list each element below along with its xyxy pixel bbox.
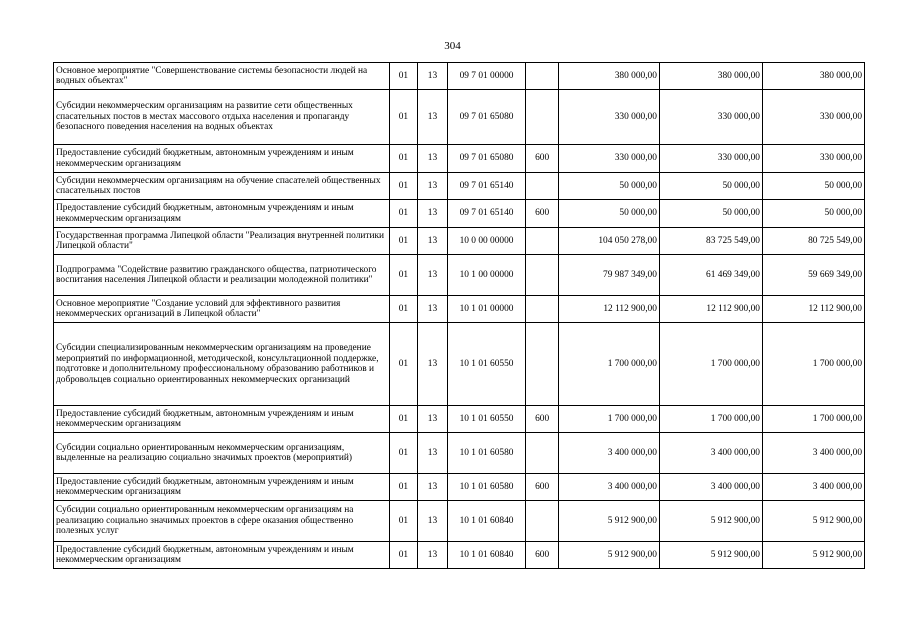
- cell-expense-type: [526, 501, 559, 542]
- cell-amount-year-1: 12 112 900,00: [558, 296, 659, 323]
- cell-amount-year-1: 3 400 000,00: [558, 474, 659, 501]
- cell-expense-type: 600: [526, 145, 559, 173]
- cell-subsection: 13: [418, 296, 448, 323]
- cell-expense-type: 600: [526, 474, 559, 501]
- cell-amount-year-2: 50 000,00: [659, 200, 762, 228]
- table-row: [54, 296, 865, 323]
- cell-amount-year-1: 5 912 900,00: [558, 501, 659, 542]
- cell-name: Подпрограмма "Содействие развитию гражданского общества, патриотического воспитания населения Липецкой области и реализации молодежной политики": [54, 255, 390, 296]
- table-row: [54, 501, 865, 542]
- cell-name: Субсидии социально ориентированным некоммерческим организациям на реализацию социально значимых проектов в сфере оказания общественно полезных услуг: [54, 501, 390, 542]
- cell-target-article: 10 1 01 60840: [447, 501, 526, 542]
- cell-target-article: 09 7 01 65140: [447, 173, 526, 200]
- cell-target-article: 09 7 01 65140: [447, 200, 526, 228]
- cell-amount-year-1: 79 987 349,00: [558, 255, 659, 296]
- cell-name: Государственная программа Липецкой области "Реализация внутренней политики Липецкой области": [54, 228, 390, 255]
- cell-name: Предоставление субсидий бюджетным, автономным учреждениям и иным некоммерческим организациям: [54, 542, 390, 569]
- cell-expense-type: 600: [526, 200, 559, 228]
- cell-amount-year-1: 1 700 000,00: [558, 406, 659, 433]
- cell-amount-year-3: 12 112 900,00: [762, 296, 864, 323]
- table-row: [54, 433, 865, 474]
- cell-expense-type: [526, 90, 559, 145]
- cell-amount-year-2: 330 000,00: [659, 145, 762, 173]
- cell-subsection: 13: [418, 501, 448, 542]
- cell-section: 01: [389, 63, 418, 90]
- cell-name: Предоставление субсидий бюджетным, автономным учреждениям и иным некоммерческим организациям: [54, 406, 390, 433]
- cell-amount-year-3: 330 000,00: [762, 90, 864, 145]
- cell-name: Основное мероприятие "Совершенствование системы безопасности людей на водных объектах": [54, 63, 390, 90]
- table-row: [54, 228, 865, 255]
- cell-subsection: 13: [418, 90, 448, 145]
- cell-amount-year-2: 5 912 900,00: [659, 501, 762, 542]
- cell-target-article: 10 1 01 60550: [447, 406, 526, 433]
- cell-section: 01: [389, 406, 418, 433]
- cell-expense-type: [526, 228, 559, 255]
- cell-subsection: 13: [418, 255, 448, 296]
- cell-name: Предоставление субсидий бюджетным, автономным учреждениям и иным некоммерческим организациям: [54, 145, 390, 173]
- cell-amount-year-2: 5 912 900,00: [659, 542, 762, 569]
- cell-amount-year-2: 83 725 549,00: [659, 228, 762, 255]
- cell-subsection: 13: [418, 200, 448, 228]
- cell-subsection: 13: [418, 228, 448, 255]
- cell-subsection: 13: [418, 474, 448, 501]
- cell-target-article: 10 1 01 60580: [447, 474, 526, 501]
- cell-expense-type: [526, 296, 559, 323]
- cell-amount-year-3: 380 000,00: [762, 63, 864, 90]
- cell-target-article: 10 1 01 60840: [447, 542, 526, 569]
- cell-name: Субсидии некоммерческим организациям на развитие сети общественных спасательных постов в местах массового отдыха населения и пропаганду безопасного поведения населения на водных объектах: [54, 90, 390, 145]
- cell-subsection: 13: [418, 406, 448, 433]
- cell-section: 01: [389, 228, 418, 255]
- cell-amount-year-3: 5 912 900,00: [762, 542, 864, 569]
- cell-amount-year-3: 80 725 549,00: [762, 228, 864, 255]
- cell-amount-year-1: 104 050 278,00: [558, 228, 659, 255]
- cell-amount-year-2: 50 000,00: [659, 173, 762, 200]
- cell-expense-type: 600: [526, 406, 559, 433]
- cell-subsection: 13: [418, 323, 448, 406]
- cell-section: 01: [389, 323, 418, 406]
- table-row: [54, 173, 865, 200]
- cell-expense-type: 600: [526, 542, 559, 569]
- cell-expense-type: [526, 255, 559, 296]
- cell-expense-type: [526, 173, 559, 200]
- cell-amount-year-3: 330 000,00: [762, 145, 864, 173]
- cell-section: 01: [389, 433, 418, 474]
- cell-amount-year-3: 1 700 000,00: [762, 406, 864, 433]
- cell-amount-year-2: 380 000,00: [659, 63, 762, 90]
- cell-amount-year-2: 3 400 000,00: [659, 474, 762, 501]
- cell-amount-year-3: 59 669 349,00: [762, 255, 864, 296]
- cell-section: 01: [389, 90, 418, 145]
- cell-name: Субсидии социально ориентированным некоммерческим организациям, выделенные на реализацию социально значимых проектов (мероприятий): [54, 433, 390, 474]
- cell-amount-year-3: 3 400 000,00: [762, 433, 864, 474]
- cell-amount-year-2: 1 700 000,00: [659, 323, 762, 406]
- cell-amount-year-1: 3 400 000,00: [558, 433, 659, 474]
- cell-amount-year-3: 50 000,00: [762, 173, 864, 200]
- cell-expense-type: [526, 63, 559, 90]
- cell-amount-year-3: 50 000,00: [762, 200, 864, 228]
- cell-section: 01: [389, 296, 418, 323]
- cell-subsection: 13: [418, 433, 448, 474]
- cell-amount-year-3: 5 912 900,00: [762, 501, 864, 542]
- cell-section: 01: [389, 474, 418, 501]
- cell-subsection: 13: [418, 173, 448, 200]
- cell-amount-year-1: 50 000,00: [558, 173, 659, 200]
- cell-target-article: 09 7 01 00000: [447, 63, 526, 90]
- cell-target-article: 10 0 00 00000: [447, 228, 526, 255]
- table-row: [54, 323, 865, 406]
- cell-amount-year-1: 330 000,00: [558, 145, 659, 173]
- cell-name: Основное мероприятие "Создание условий для эффективного развития некоммерческих организаций в Липецкой области": [54, 296, 390, 323]
- cell-section: 01: [389, 255, 418, 296]
- table-row: [54, 474, 865, 501]
- cell-amount-year-2: 12 112 900,00: [659, 296, 762, 323]
- budget-table: [53, 62, 865, 569]
- table-row: [54, 200, 865, 228]
- table-row: [54, 63, 865, 90]
- cell-amount-year-1: 1 700 000,00: [558, 323, 659, 406]
- cell-section: 01: [389, 542, 418, 569]
- cell-target-article: 10 1 01 00000: [447, 296, 526, 323]
- cell-name: Предоставление субсидий бюджетным, автономным учреждениям и иным некоммерческим организациям: [54, 474, 390, 501]
- cell-target-article: 10 1 01 60580: [447, 433, 526, 474]
- table-row: [54, 255, 865, 296]
- table-row: [54, 145, 865, 173]
- cell-subsection: 13: [418, 145, 448, 173]
- table-row: [54, 90, 865, 145]
- cell-section: 01: [389, 200, 418, 228]
- cell-amount-year-2: 3 400 000,00: [659, 433, 762, 474]
- page-number: 304: [444, 40, 461, 52]
- cell-amount-year-1: 380 000,00: [558, 63, 659, 90]
- cell-name: Субсидии некоммерческим организациям на обучение спасателей общественных спасательных постов: [54, 173, 390, 200]
- cell-target-article: 09 7 01 65080: [447, 90, 526, 145]
- cell-amount-year-3: 1 700 000,00: [762, 323, 864, 406]
- cell-section: 01: [389, 501, 418, 542]
- cell-target-article: 10 1 01 60550: [447, 323, 526, 406]
- table-row: [54, 542, 865, 569]
- cell-name: Субсидии специализированным некоммерческим организациям на проведение мероприятий по информационной, методической, консультационной поддержке, подготовке и дополнительному профессиональному образованию работников и добровольцев социально ориентированных некоммерческих организаций: [54, 323, 390, 406]
- table-body: [54, 63, 865, 569]
- cell-target-article: 10 1 00 00000: [447, 255, 526, 296]
- cell-section: 01: [389, 145, 418, 173]
- cell-expense-type: [526, 323, 559, 406]
- table-row: [54, 406, 865, 433]
- cell-name: Предоставление субсидий бюджетным, автономным учреждениям и иным некоммерческим организациям: [54, 200, 390, 228]
- cell-section: 01: [389, 173, 418, 200]
- cell-subsection: 13: [418, 542, 448, 569]
- cell-amount-year-2: 330 000,00: [659, 90, 762, 145]
- cell-target-article: 09 7 01 65080: [447, 145, 526, 173]
- cell-expense-type: [526, 433, 559, 474]
- cell-amount-year-1: 5 912 900,00: [558, 542, 659, 569]
- cell-amount-year-1: 330 000,00: [558, 90, 659, 145]
- cell-amount-year-3: 3 400 000,00: [762, 474, 864, 501]
- cell-amount-year-2: 61 469 349,00: [659, 255, 762, 296]
- cell-subsection: 13: [418, 63, 448, 90]
- cell-amount-year-1: 50 000,00: [558, 200, 659, 228]
- cell-amount-year-2: 1 700 000,00: [659, 406, 762, 433]
